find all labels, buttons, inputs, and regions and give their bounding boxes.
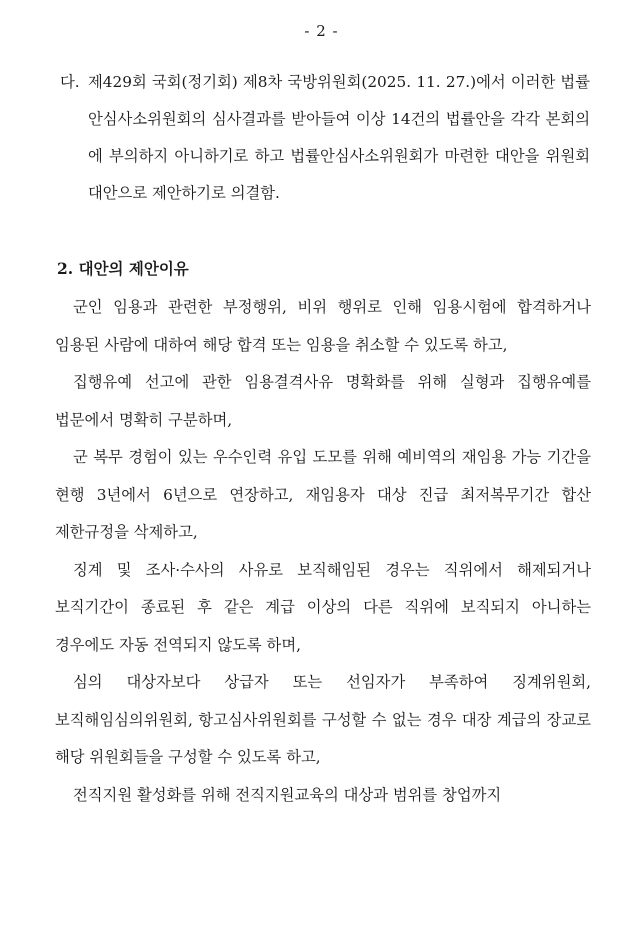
reason-paragraph: 군인 임용과 관련한 부정행위, 비위 행위로 인해 임용시험에 합격하거나 임용된 사람에 대하여 해당 합격 또는 임용을 취소할 수 있도록 하고, xyxy=(55,298,591,354)
section-heading: 2. 대안의 제안이유 xyxy=(57,259,189,278)
reason-paragraph: 심의 대상자보다 상급자 또는 선임자가 부족하여 징계위원회, 보직해임심의위원회, 항고심사위원회를 구성할 수 없는 경우 대장 계급의 장교로 해당 위원회들을 구성할 수 있도록 하고, xyxy=(55,673,591,766)
reason-paragraph: 징계 및 조사·수사의 사유로 보직해임된 경우는 직위에서 해제되거나 보직기간이 종료된 후 같은 계급 이상의 다른 직위에 보직되지 아니하는 경우에도 자동 전역되지 않도록 하며, xyxy=(55,560,591,654)
proposal-reasons xyxy=(55,289,591,814)
page-number: - 2 - xyxy=(304,22,339,40)
resolution-item xyxy=(60,64,590,212)
item-marker: 다. xyxy=(60,73,80,91)
reason-paragraph: 전직지원 활성화를 위해 전직지원교육의 대상과 범위를 창업까지 xyxy=(73,785,502,804)
reason-paragraph: 군 복무 경험이 있는 우수인력 유입 도모를 위해 예비역의 재임용 가능 기간을 현행 3년에서 6년으로 연장하고, 재임용자 대상 진급 최저복무기간 합산 제한규정을 삭제하고, xyxy=(55,448,591,541)
reason-paragraph: 집행유예 선고에 관한 임용결격사유 명확화를 위해 실형과 집행유예를 법문에서 명확히 구분하며, xyxy=(55,373,591,429)
resolution-text: 제429회 국회(정기회) 제8차 국방위원회(2025. 11. 27.)에서 이러한 법률안심사소위원회의 심사결과를 받아들여 이상 14건의 법률안을 각각 본회의에 부의하지 아니하기로 하고 법률안심사소위원회가 마련한 대안을 위원회 대안으로 제안하기로 의결함. xyxy=(88,73,590,202)
